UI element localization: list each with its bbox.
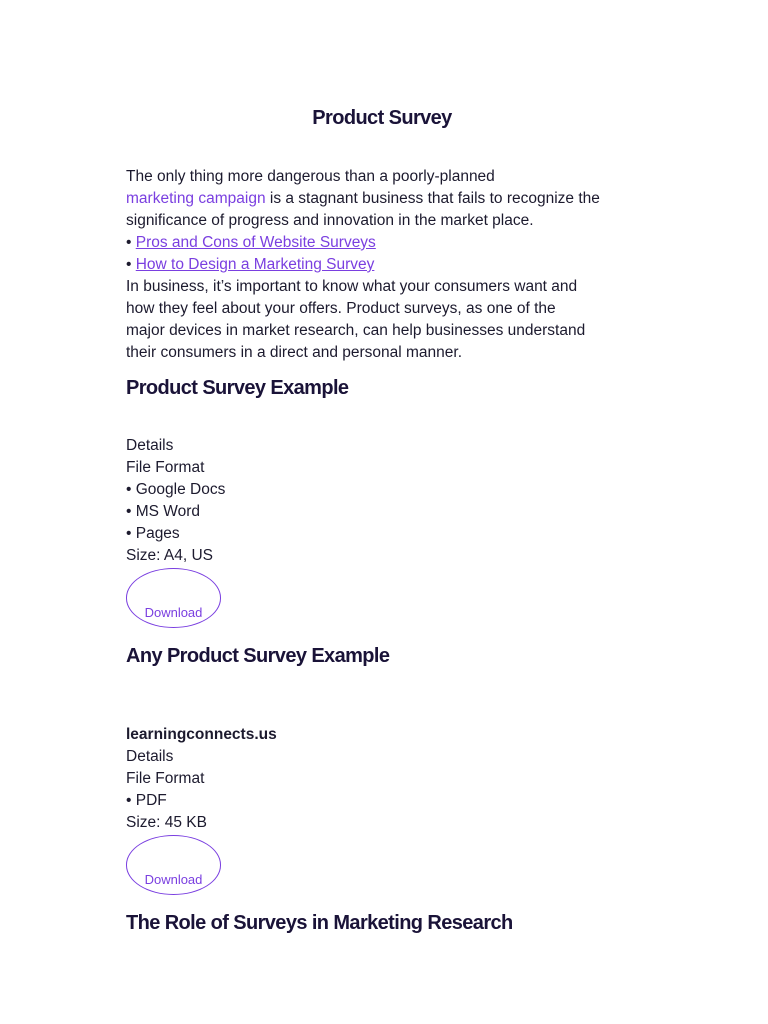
file-format-label: File Format [126, 459, 205, 476]
download-button[interactable]: Download [126, 568, 221, 628]
pros-cons-surveys-link[interactable]: Pros and Cons of Website Surveys [135, 234, 376, 251]
section-heading-any-product-survey-example: Any Product Survey Example [126, 645, 390, 667]
design-marketing-survey-link[interactable]: How to Design a Marketing Survey [135, 256, 375, 273]
format-item: • MS Word [126, 503, 201, 520]
format-item: • PDF [126, 792, 167, 809]
intro-line-1: The only thing more dangerous than a poorly-planned [126, 168, 495, 185]
bullet-glyph: • [126, 256, 136, 273]
intro-section [126, 166, 646, 364]
source-label: learningconnects.us [126, 726, 277, 743]
section1-details [126, 435, 646, 567]
format-item: • Pages [126, 525, 180, 542]
details-label: Details [126, 437, 174, 454]
bullet-glyph: • [126, 234, 136, 251]
file-format-label: File Format [126, 770, 205, 787]
related-link-item [126, 254, 646, 276]
intro-para2-line-3: major devices in market research, can help businesses understand [126, 322, 586, 339]
page-title: Product Survey [312, 107, 452, 129]
related-link-item [126, 232, 646, 254]
section2-details [126, 724, 646, 834]
intro-line-2 [126, 188, 646, 210]
size-info: Size: 45 KB [126, 814, 207, 831]
format-item: • Google Docs [126, 481, 226, 498]
section-heading-role-of-surveys: The Role of Surveys in Marketing Research [126, 912, 513, 934]
intro-para2-line-2: how they feel about your offers. Product surveys, as one of the [126, 300, 556, 317]
section-heading-product-survey-example: Product Survey Example [126, 377, 349, 399]
intro-line-3: significance of progress and innovation in the market place. [126, 212, 534, 229]
marketing-campaign-link[interactable]: marketing campaign [126, 190, 266, 207]
details-label: Details [126, 748, 174, 765]
download-button[interactable]: Download [126, 835, 221, 895]
intro-para2-line-1: In business, it’s important to know what your consumers want and [126, 278, 578, 295]
intro-para2-line-4: their consumers in a direct and personal manner. [126, 344, 463, 361]
size-info: Size: A4, US [126, 547, 214, 564]
intro-line-2-rest: is a stagnant business that fails to recognize the [265, 190, 600, 207]
